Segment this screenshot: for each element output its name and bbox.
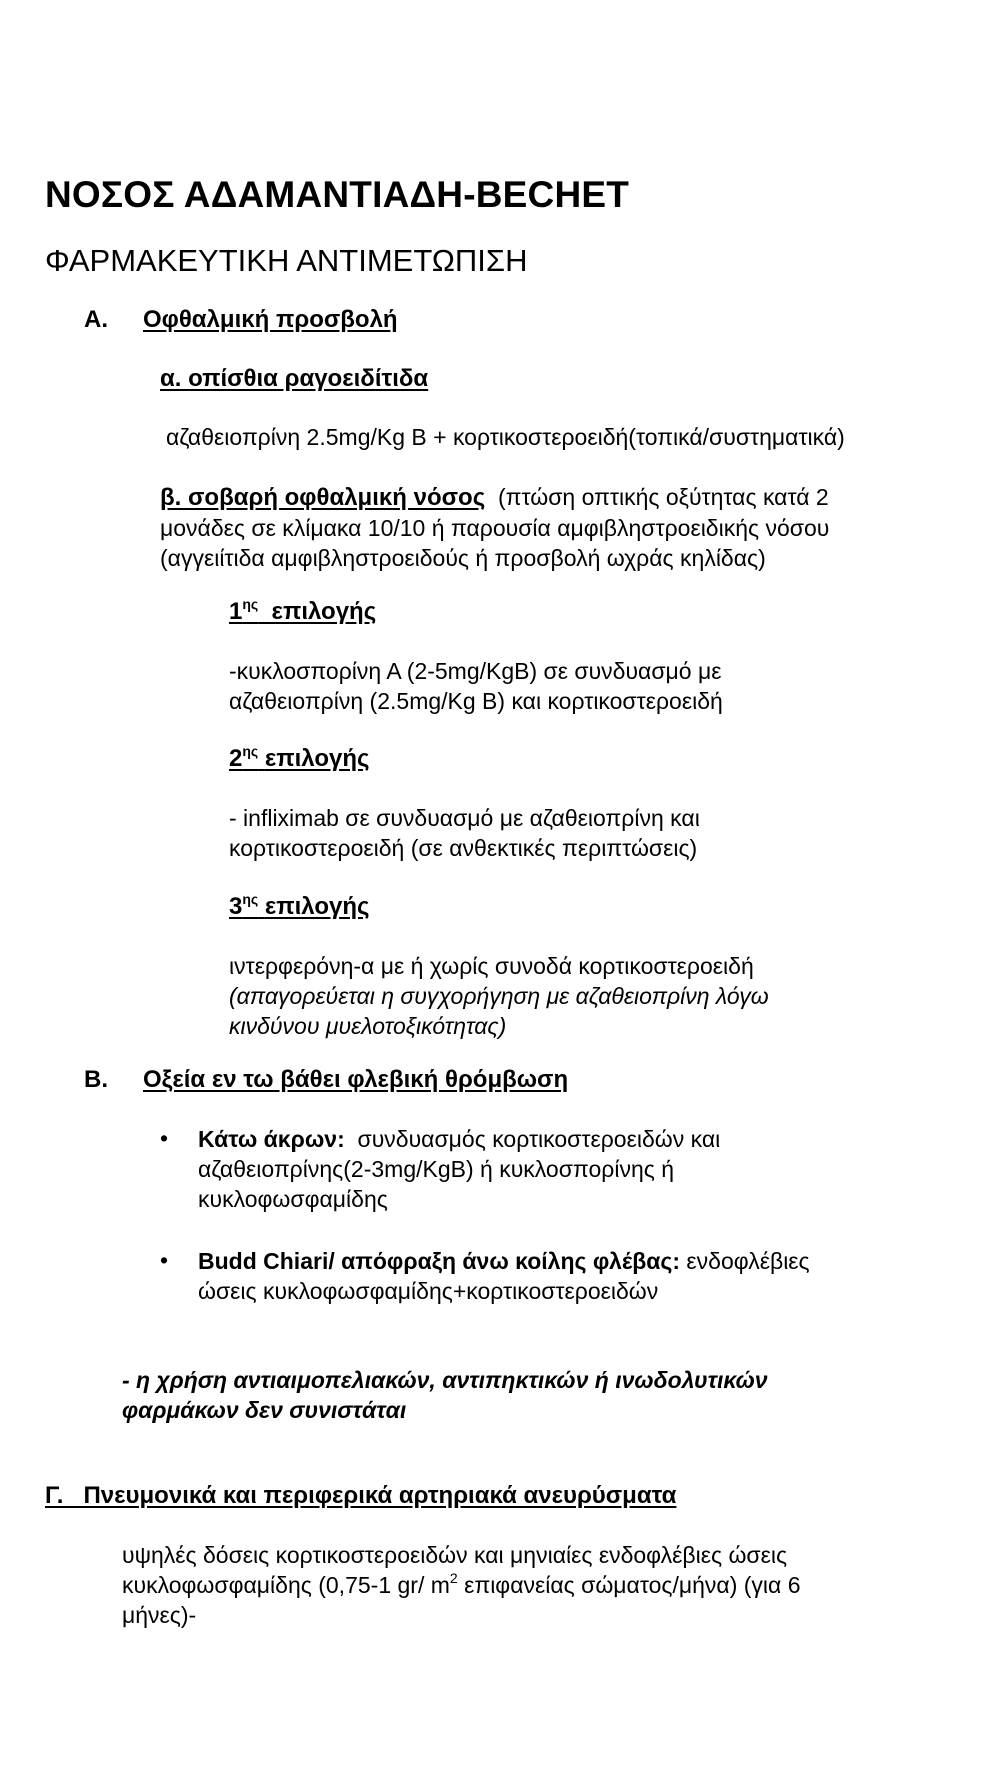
third-choice-text: [229, 951, 769, 1041]
first-choice-suffix: ης: [242, 596, 259, 612]
subsection-beta-block: [160, 482, 829, 573]
bullet-icon: •: [160, 1125, 169, 1151]
document-title: ΝΟΣΟΣ ΑΔΑΜΑΝΤΙΑΔΗ-BECHET: [45, 174, 630, 215]
section-c-line3: μήνες)-: [122, 1602, 197, 1628]
anticoagulant-note-line2: φαρμάκων δεν συνιστάται: [122, 1397, 407, 1423]
section-a-heading: [84, 306, 398, 334]
subsection-alpha-heading: α. οπίσθια ραγοειδίτιδα: [160, 365, 429, 392]
subsection-beta-line3: (αγγειίτιδα αμφιβληστροειδούς ή προσβολή ωχράς κηλίδας): [160, 545, 766, 571]
bullet-item-budd-chiari-line1: ενδοφλέβιες: [686, 1248, 810, 1274]
third-choice-number: 3: [229, 893, 243, 920]
second-choice-line2: κορτικοστεροειδή (σε ανθεκτικές περιπτώσεις): [229, 835, 698, 861]
bullet-item-lower-limbs-line1: συνδυασμός κορτικοστεροειδών και: [357, 1126, 721, 1152]
section-c-line1: υψηλές δόσεις κορτικοστεροειδών και μηνιαίες ενδοφλέβιες ώσεις: [122, 1542, 788, 1568]
first-choice-number: 1: [229, 598, 243, 625]
third-choice-line2: (απαγορεύεται η συγχορήγηση με αζαθειοπρίνη λόγω: [229, 983, 769, 1009]
first-choice-line1: -κυκλοσπορίνη Α (2-5mg/KgB) σε συνδυασμό με: [229, 658, 722, 684]
subsection-beta-heading: β. σοβαρή οφθαλμική νόσος: [160, 484, 486, 511]
first-choice-word: επιλογής: [271, 598, 377, 625]
section-c-text: [122, 1540, 801, 1630]
third-choice-line3: κινδύνου μυελοτοξικότητας): [229, 1013, 507, 1039]
section-c-line2: κυκλοφωσφαμίδης (0,75-1 gr/ $m^2$ επιφανείας σώματος/μήνα) (για 6: [122, 1570, 801, 1598]
section-a-letter: Α.: [84, 306, 108, 333]
first-choice-text: [229, 656, 723, 716]
section-b-letter: Β.: [84, 1066, 108, 1093]
second-choice-line1: - infliximab σε συνδυασμό με αζαθειοπρίνη και: [229, 805, 700, 831]
first-choice-line2: αζαθειοπρίνη (2.5mg/Kg B) και κορτικοστεροειδή: [229, 688, 723, 714]
squared-superscript: 2: [449, 1570, 458, 1586]
subsection-alpha-text: αζαθειοπρίνη 2.5mg/Kg B + κορτικοστεροειδή(τοπικά/συστηματικά): [166, 424, 845, 450]
anticoagulant-note-line1: - η χρήση αντιαιμοπελιακών, αντιπηκτικών ή ινωδολυτικών: [122, 1367, 768, 1393]
bullet-item-budd-chiari: [198, 1246, 810, 1306]
bullet-item-budd-chiari-label: Budd Chiari/ απόφραξη άνω κοίλης φλέβας:: [198, 1248, 680, 1274]
bullet-item-budd-chiari-line2: ώσεις κυκλοφωσφαμίδης+κορτικοστεροειδών: [198, 1278, 659, 1304]
first-choice-heading: [229, 598, 376, 626]
third-choice-line1: ιντερφερόνη-α με ή χωρίς συνοδά κορτικοστεροειδή: [229, 953, 754, 979]
second-choice-text: [229, 803, 700, 863]
third-choice-suffix: ης: [242, 891, 259, 907]
section-b-title: Οξεία εν τω βάθει φλεβική θρόμβωση: [143, 1066, 569, 1093]
second-choice-number: 2: [229, 745, 243, 772]
section-c-heading: Γ. Πνευμονικά και περιφερικά αρτηριακά ανευρύσματα: [45, 1482, 677, 1509]
bullet-item-lower-limbs: [198, 1124, 720, 1214]
subsection-beta-line2: μονάδες σε κλίμακα 10/10 ή παρουσία αμφιβληστροειδικής νόσου: [160, 515, 830, 541]
second-choice-suffix: ης: [242, 743, 259, 759]
document-subtitle: ΦΑΡΜΑΚΕΥΤΙΚΗ ΑΝΤΙΜΕΤΩΠΙΣΗ: [45, 243, 528, 278]
bullet-icon: •: [160, 1247, 169, 1273]
second-choice-heading: [229, 745, 370, 773]
third-choice-heading: [229, 893, 370, 921]
section-b-heading: [84, 1066, 568, 1094]
bullet-item-lower-limbs-label: Κάτω άκρων:: [198, 1126, 345, 1152]
bullet-item-lower-limbs-line2: αζαθειοπρίνης(2-3mg/KgB) ή κυκλοσπορίνης ή: [198, 1156, 675, 1182]
subsection-beta-line1: (πτώση οπτικής οξύτητας κατά 2: [497, 484, 829, 510]
section-a-title: Οφθαλμική προσβολή: [143, 306, 398, 333]
second-choice-word: επιλογής: [264, 745, 370, 772]
third-choice-word: επιλογής: [264, 893, 370, 920]
anticoagulant-note: [122, 1365, 768, 1425]
bullet-item-lower-limbs-line3: κυκλοφωσφαμίδης: [198, 1186, 388, 1212]
